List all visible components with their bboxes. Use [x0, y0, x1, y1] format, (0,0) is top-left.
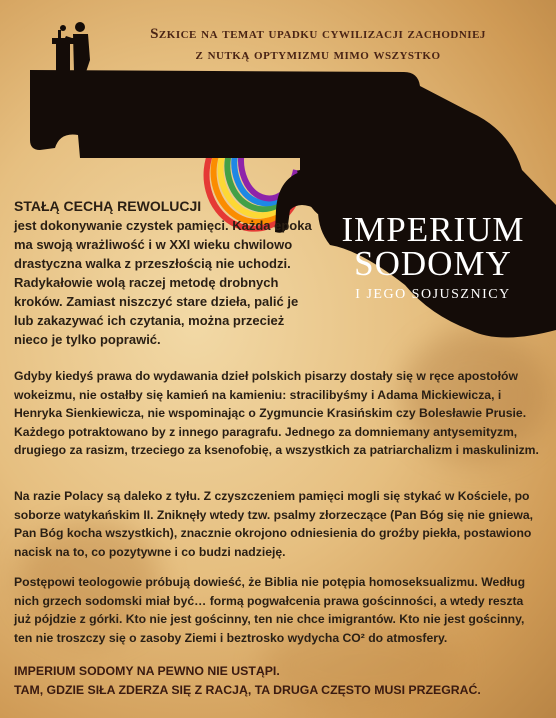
book-subtitle: I JEGO SOJUSZNICY — [355, 287, 511, 302]
header-line-2: z nutką optymizmu mimo wszystko — [195, 47, 441, 63]
body-paragraph-3: Postępowi teologowie próbują dowieść, że Biblia nie potępia homoseksualizmu. Według nich grzech sodomski miał być… formą pogwałcenia prawa gościnności, a wtedy reszta już pójdzie z górki. Kto nie jest gościnny, ten nie chce imigrantów. Kto nie jest gościnny, ten nie troszczy się o zasoby Ziemi i beztrosko wydycha CO² do atmosfery. — [14, 575, 526, 645]
title-line-2: SODOMY — [354, 244, 512, 283]
closing-line-1: IMPERIUM SODOMY NA PEWNO NIE USTĄPI. — [14, 664, 280, 678]
closing-statement — [14, 662, 544, 700]
speaker-at-podium-silhouette — [52, 22, 90, 72]
intro-lead: STAŁĄ CECHĄ REWOLUCJI — [14, 198, 202, 214]
book-title — [318, 210, 548, 303]
header-line-1: Szkice na temat upadku cywilizacji zachodniej — [150, 26, 486, 42]
body-paragraph-1: Gdyby kiedyś prawa do wydawania dzieł polskich pisarzy dostały się w ręce apostołów wokeizmu, nie ostałby się kamień na kamieniu: stracilibyśmy i Adama Mickiewicza, i Henryka Sienkiewicza, nie wspominając o Zygmuncie Krasińskim czy Bolesławie Prusie. Każdego potraktowano by z innego paragrafu. Jednego za domniemany antysemityzm, drugiego za rasizm, trzeciego za ksenofobię, a wszystkich za patriarchalizm i maskulinizm. — [14, 369, 539, 457]
body-paragraph-2: Na razie Polacy są daleko z tyłu. Z czyszczeniem pamięci mogli się stykać w Kościele, po soborze watykańskim II. Zniknęły wtedy tzw. psalmy złorzeczące (Pan Bóg się nie gniewa, Pan Bóg kocha wszystkich), znacznie okrojono odniesienia do groźby piekła, postawiono nacisk na to, co pozytywne i co budzi nadzieję. — [14, 489, 534, 559]
intro-text: jest dokonywanie czystek pamięci. Każda epoka ma swoją wrażliwość i w XXI wieku chwilowo drastyczna walka z przeszłością nie uchodzi. Radykałowie wolą raczej metodę drobnych kroków. Zamiast niszczyć stare dzieła, palić je lub zakazywać ich czytania, można przecież nieco je tylko poprawić. — [14, 218, 312, 347]
title-line-1: IMPERIUM — [341, 210, 525, 249]
intro-block — [14, 197, 314, 349]
series-header — [98, 24, 538, 66]
closing-line-2: TAM, GDZIE SIŁA ZDERZA SIĘ Z RACJĄ, TA DRUGA CZĘSTO MUSI PRZEGRAĆ. — [14, 683, 481, 697]
